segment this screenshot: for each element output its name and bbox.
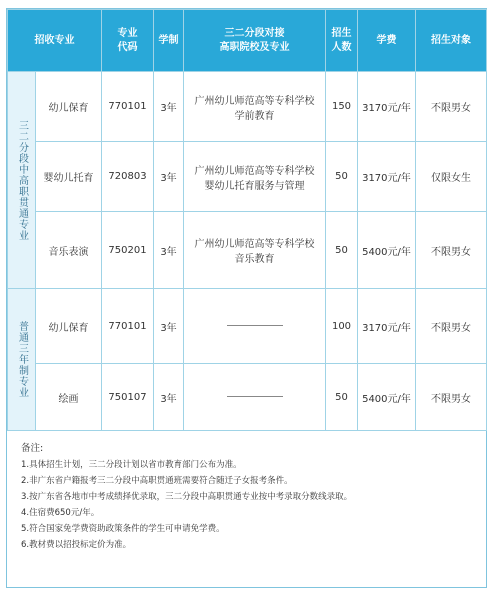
cell-partner-empty <box>184 289 326 364</box>
cell-major: 幼儿保育 <box>36 289 102 364</box>
header-duration: 学制 <box>154 10 184 72</box>
cell-duration: 3年 <box>154 289 184 364</box>
table-row <box>8 212 487 289</box>
cell-partner: 广州幼儿师范高等专科学校 学前教育 <box>184 72 326 142</box>
note-item: 2.非广东省户籍报考三二分段中高职贯通班需要符合随迁子女报考条件。 <box>21 476 293 486</box>
cell-fee: 5400元/年 <box>358 364 416 431</box>
note-item: 3.按广东省各地市中考成绩择优录取，三二分段中高职贯通专业按中考录取分数线录取。 <box>21 492 353 502</box>
cell-code: 750107 <box>102 364 154 431</box>
group-label-regular: 普通三年制专业 <box>8 289 36 431</box>
note-item: 6.教材费以招投标定价为准。 <box>21 540 132 550</box>
note-item: 5.符合国家免学费资助政策条件的学生可申请免学费。 <box>21 524 225 534</box>
cell-partner: 广州幼儿师范高等专科学校 音乐教育 <box>184 212 326 289</box>
cell-major: 幼儿保育 <box>36 72 102 142</box>
table-row <box>8 364 487 431</box>
header-major: 招收专业 <box>8 10 102 72</box>
cell-quota: 50 <box>326 212 358 289</box>
cell-code: 750201 <box>102 212 154 289</box>
table-row <box>8 289 487 364</box>
dash-line <box>227 325 283 326</box>
cell-target: 不限男女 <box>416 364 487 431</box>
cell-fee: 3170元/年 <box>358 289 416 364</box>
cell-code: 770101 <box>102 72 154 142</box>
cell-target: 不限男女 <box>416 72 487 142</box>
notes-section <box>21 441 481 553</box>
cell-duration: 3年 <box>154 212 184 289</box>
table-row <box>8 72 487 142</box>
cell-major: 绘画 <box>36 364 102 431</box>
enrollment-table <box>7 9 487 431</box>
cell-target: 不限男女 <box>416 289 487 364</box>
note-item: 1.具体招生计划，三二分段计划以省市教育部门公布为准。 <box>21 460 242 470</box>
header-partner: 三二分段对接 高职院校及专业 <box>184 10 326 72</box>
table-row <box>8 142 487 212</box>
cell-code: 720803 <box>102 142 154 212</box>
cell-fee: 3170元/年 <box>358 142 416 212</box>
cell-fee: 5400元/年 <box>358 212 416 289</box>
cell-duration: 3年 <box>154 142 184 212</box>
cell-major: 婴幼儿托育 <box>36 142 102 212</box>
cell-quota: 150 <box>326 72 358 142</box>
cell-fee: 3170元/年 <box>358 72 416 142</box>
enrollment-table-card <box>6 8 487 588</box>
notes-title: 备注: <box>21 443 44 454</box>
cell-duration: 3年 <box>154 364 184 431</box>
cell-target: 不限男女 <box>416 212 487 289</box>
cell-partner: 广州幼儿师范高等专科学校 婴幼儿托育服务与管理 <box>184 142 326 212</box>
cell-quota: 100 <box>326 289 358 364</box>
header-fee: 学费 <box>358 10 416 72</box>
header-quota: 招生 人数 <box>326 10 358 72</box>
cell-partner-empty <box>184 364 326 431</box>
dash-line <box>227 396 283 397</box>
note-item: 4.住宿费650元/年。 <box>21 508 100 518</box>
cell-quota: 50 <box>326 364 358 431</box>
header-code: 专业 代码 <box>102 10 154 72</box>
cell-target: 仅限女生 <box>416 142 487 212</box>
cell-major: 音乐表演 <box>36 212 102 289</box>
cell-quota: 50 <box>326 142 358 212</box>
header-row <box>8 10 487 72</box>
group-label-three-two: 三二分段中高职贯通专业 <box>8 72 36 289</box>
cell-code: 770101 <box>102 289 154 364</box>
cell-duration: 3年 <box>154 72 184 142</box>
header-target: 招生对象 <box>416 10 487 72</box>
